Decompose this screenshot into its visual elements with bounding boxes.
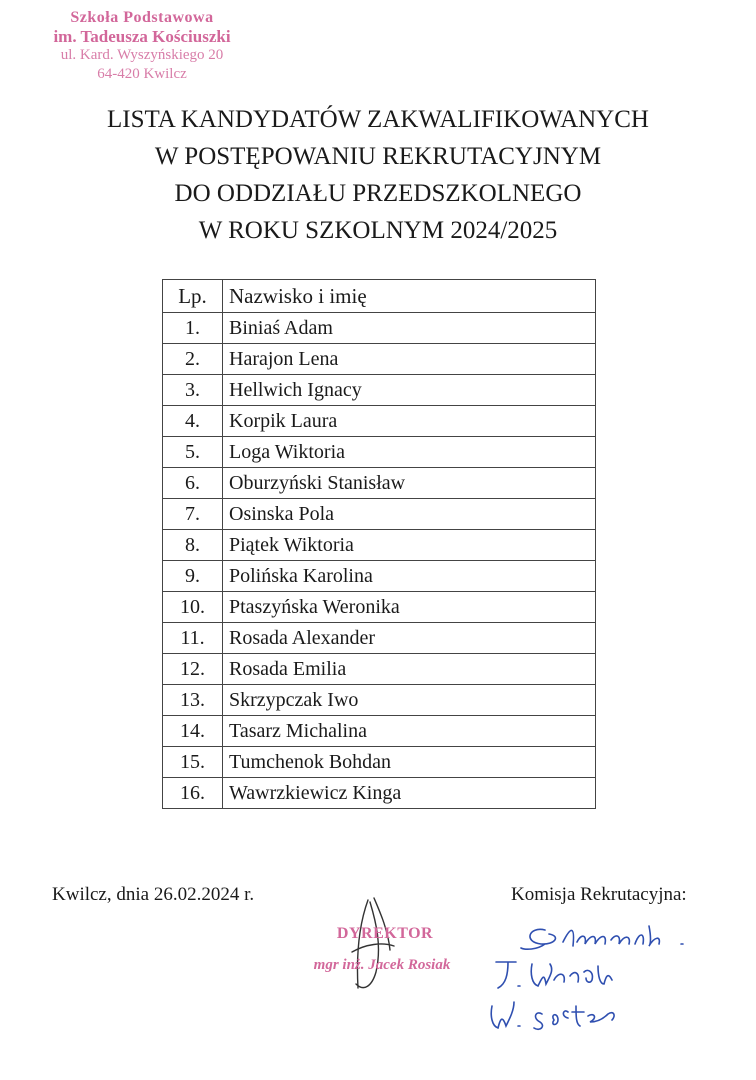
stamp-line-street: ul. Kard. Wyszyńskiego 20 xyxy=(60,47,224,63)
row-number: 14. xyxy=(163,716,223,747)
table-row xyxy=(163,406,596,437)
director-name: mgr inż. Jacek Rosiak xyxy=(313,957,451,973)
director-stamp xyxy=(282,925,482,974)
candidate-name: Rosada Alexander xyxy=(223,623,596,654)
title-line-3: DO ODDZIAŁU PRZEDSZKOLNEGO xyxy=(174,180,582,207)
title-line-2: W POSTĘPOWANIU REKRUTACYJNYM xyxy=(154,143,602,170)
candidate-name: Wawrzkiewicz Kinga xyxy=(223,778,596,809)
candidate-name: Polińska Karolina xyxy=(223,561,596,592)
school-stamp xyxy=(22,8,262,84)
place-and-date: Kwilcz, dnia 26.02.2024 r. xyxy=(52,884,255,905)
candidate-name: Piątek Wiktoria xyxy=(223,530,596,561)
table-row xyxy=(163,499,596,530)
candidates-table xyxy=(162,279,596,809)
table-row xyxy=(163,437,596,468)
committee-signature-1 xyxy=(515,920,705,956)
row-number: 2. xyxy=(163,344,223,375)
candidate-name: Ptaszyńska Weronika xyxy=(223,592,596,623)
table-row xyxy=(163,778,596,809)
candidate-name: Harajon Lena xyxy=(223,344,596,375)
table-row xyxy=(163,561,596,592)
committee-signature-2 xyxy=(492,958,622,992)
row-number: 4. xyxy=(163,406,223,437)
table-row xyxy=(163,716,596,747)
table-row xyxy=(163,592,596,623)
row-number: 11. xyxy=(163,623,223,654)
table-row xyxy=(163,530,596,561)
table-row xyxy=(163,654,596,685)
stamp-line-school: Szkoła Podstawowa xyxy=(70,9,214,26)
row-number: 15. xyxy=(163,747,223,778)
candidate-name: Oburzyński Stanisław xyxy=(223,468,596,499)
candidate-name: Loga Wiktoria xyxy=(223,437,596,468)
row-number: 10. xyxy=(163,592,223,623)
row-number: 9. xyxy=(163,561,223,592)
candidate-name: Tasarz Michalina xyxy=(223,716,596,747)
row-number: 16. xyxy=(163,778,223,809)
table-row xyxy=(163,313,596,344)
committee-signature-3 xyxy=(484,996,634,1036)
row-number: 8. xyxy=(163,530,223,561)
row-number: 5. xyxy=(163,437,223,468)
candidate-name: Biniaś Adam xyxy=(223,313,596,344)
row-number: 7. xyxy=(163,499,223,530)
header-lp: Lp. xyxy=(163,280,223,313)
table-header-row xyxy=(163,280,596,313)
candidate-name: Korpik Laura xyxy=(223,406,596,437)
candidate-name: Rosada Emilia xyxy=(223,654,596,685)
row-number: 13. xyxy=(163,685,223,716)
title-line-1: LISTA KANDYDATÓW ZAKWALIFIKOWANYCH xyxy=(107,106,649,133)
title-line-4: W ROKU SZKOLNYM 2024/2025 xyxy=(198,217,558,244)
committee-label: Komisja Rekrutacyjna: xyxy=(511,884,687,905)
director-role: DYREKTOR xyxy=(336,925,434,942)
row-number: 12. xyxy=(163,654,223,685)
stamp-line-postcode: 64-420 Kwilcz xyxy=(97,66,187,82)
stamp-line-patron: im. Tadeusza Kościuszki xyxy=(53,27,231,46)
table-row xyxy=(163,685,596,716)
table-row xyxy=(163,375,596,406)
header-name: Nazwisko i imię xyxy=(223,280,596,313)
table-row xyxy=(163,468,596,499)
table-row xyxy=(163,344,596,375)
candidate-name: Osinska Pola xyxy=(223,499,596,530)
candidate-name: Skrzypczak Iwo xyxy=(223,685,596,716)
table-body xyxy=(163,313,596,809)
row-number: 6. xyxy=(163,468,223,499)
candidate-name: Hellwich Ignacy xyxy=(223,375,596,406)
table-row xyxy=(163,623,596,654)
document-title xyxy=(0,101,756,249)
candidate-name: Tumchenok Bohdan xyxy=(223,747,596,778)
row-number: 3. xyxy=(163,375,223,406)
row-number: 1. xyxy=(163,313,223,344)
table-row xyxy=(163,747,596,778)
